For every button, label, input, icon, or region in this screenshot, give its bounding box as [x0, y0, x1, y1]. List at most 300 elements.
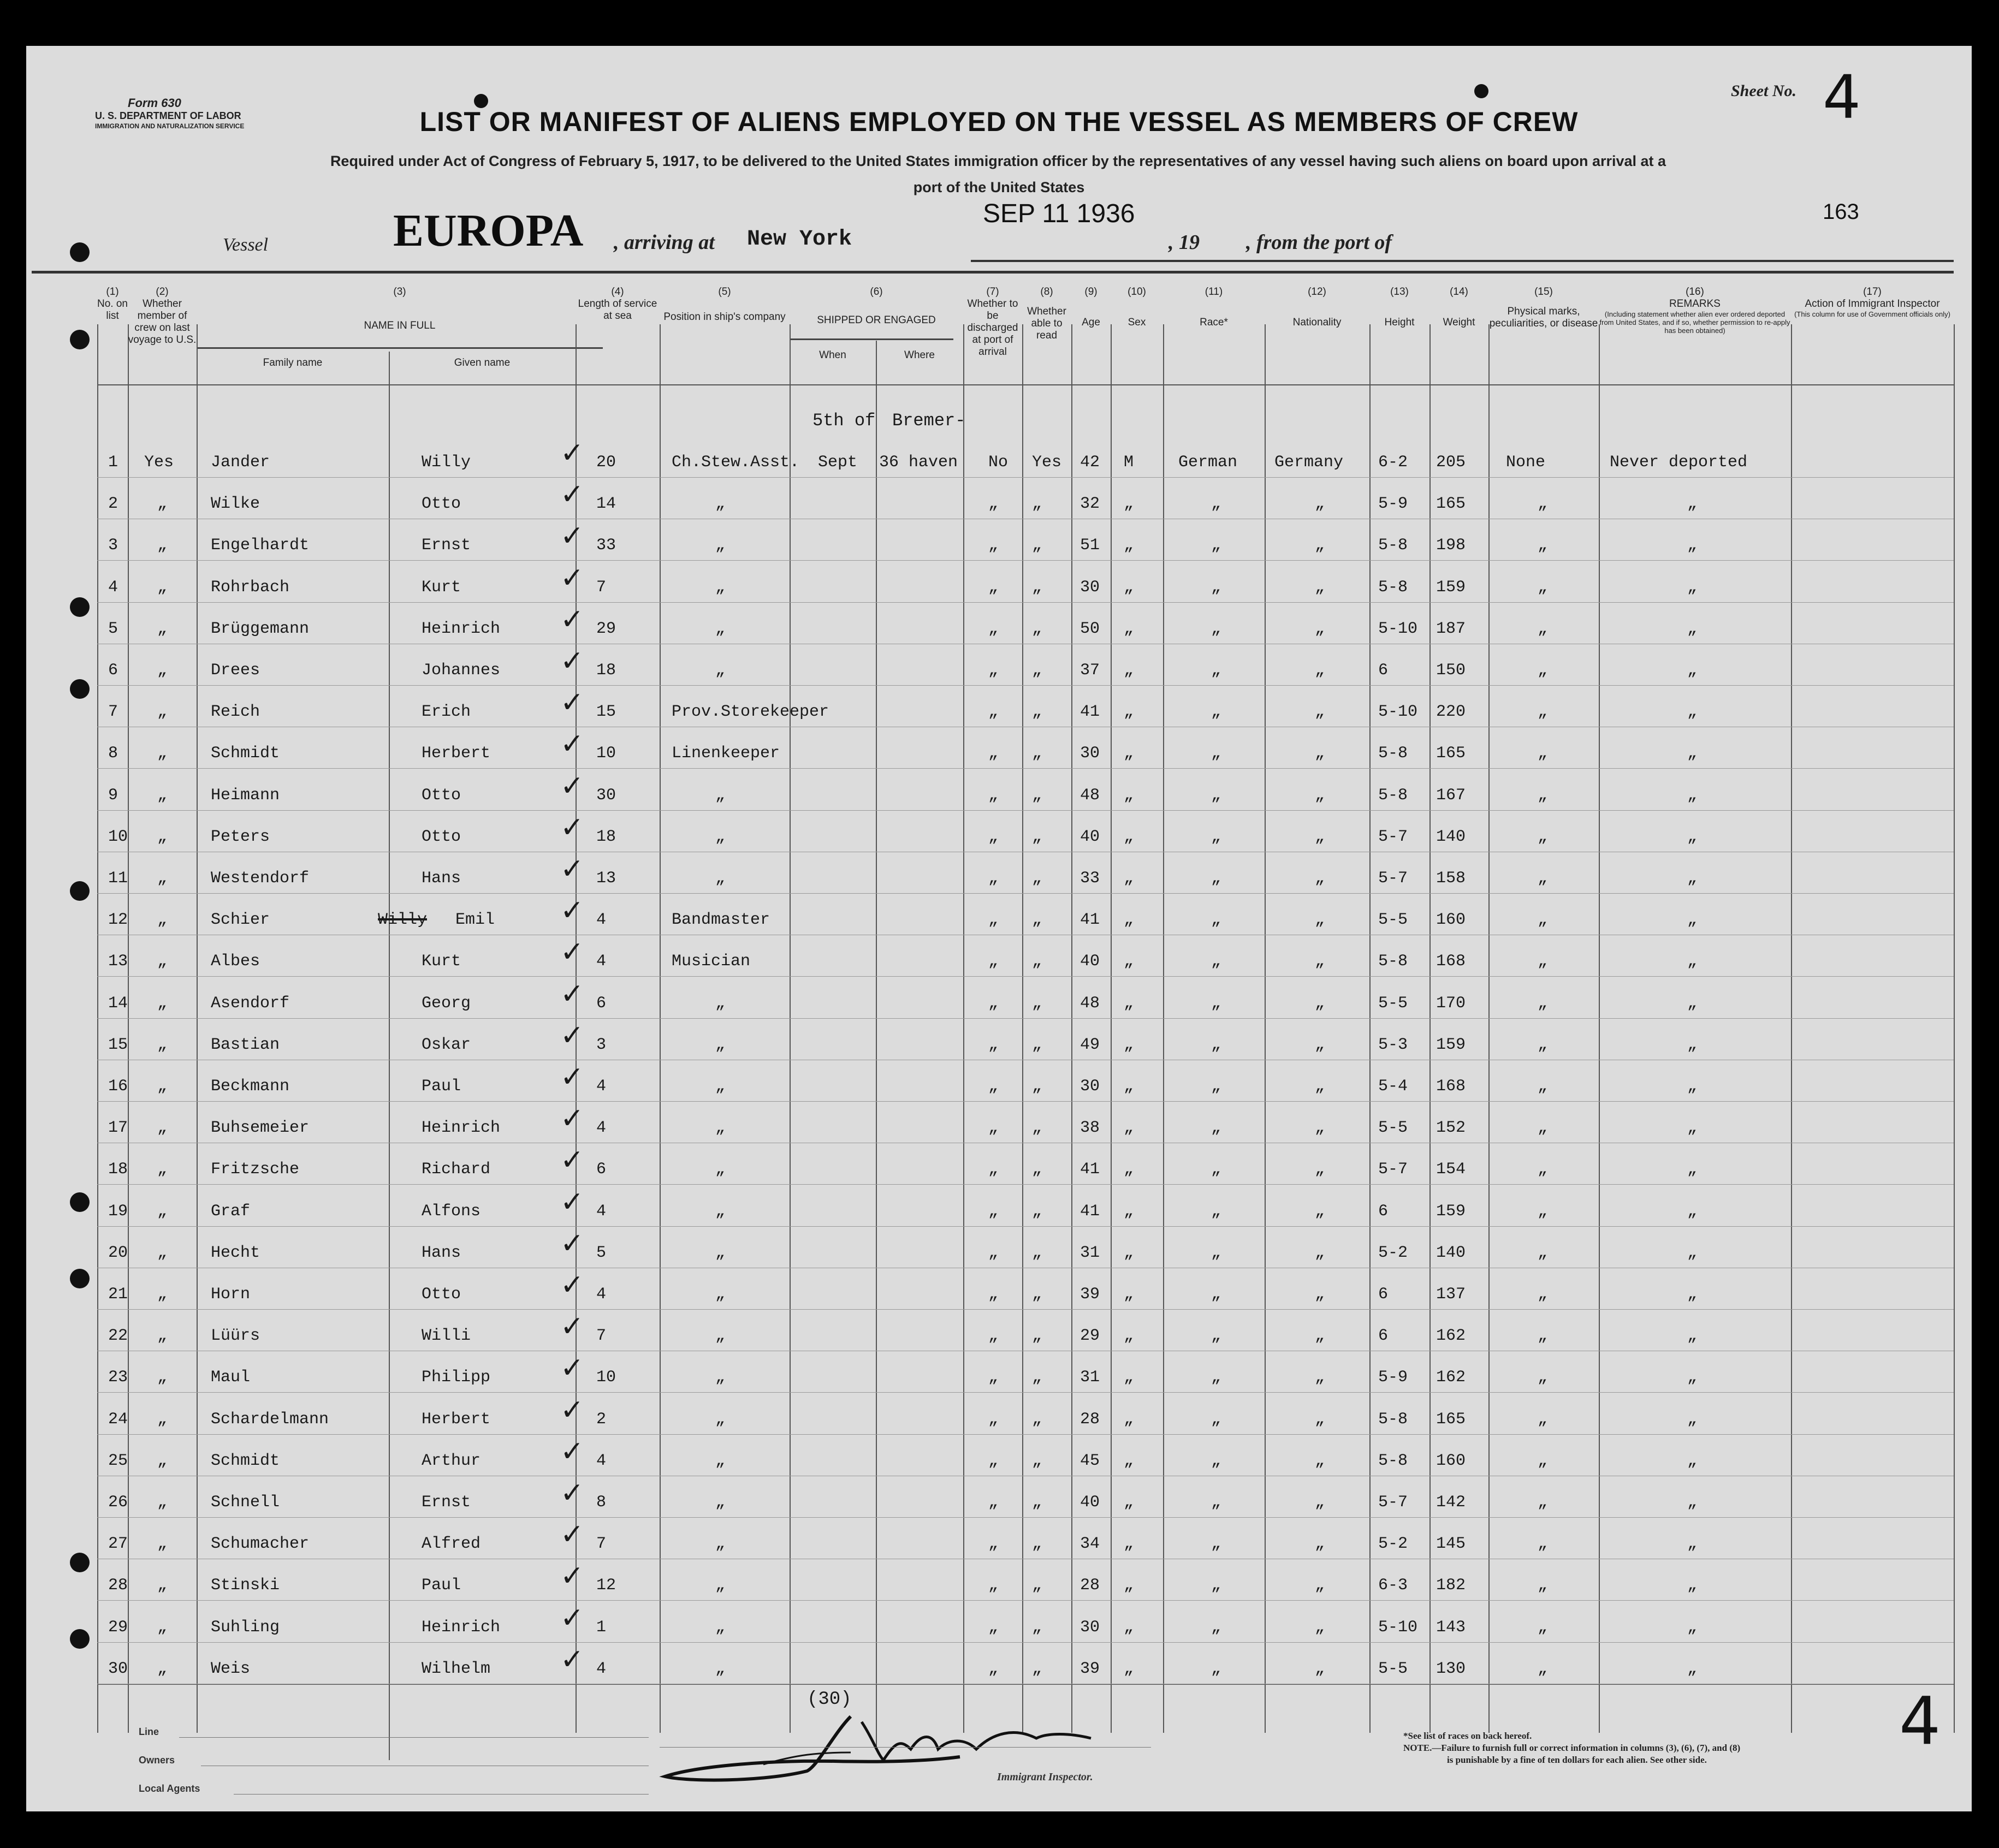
family-name: Albes: [211, 952, 260, 971]
given-name: Paul: [422, 1077, 461, 1096]
given-name: Herbert: [422, 744, 491, 763]
service-length: 4: [596, 911, 607, 929]
sex: „: [1124, 1244, 1134, 1262]
race: „: [1211, 1119, 1221, 1137]
race: „: [1211, 1202, 1221, 1221]
last-voyage: „: [157, 1077, 168, 1096]
last-voyage: „: [157, 578, 168, 597]
able-to-read: „: [1032, 1410, 1042, 1429]
family-name: Brüggemann: [211, 620, 310, 638]
remarks: „: [1687, 1202, 1698, 1221]
age: 39: [1080, 1660, 1100, 1678]
height: 5-5: [1378, 994, 1408, 1013]
service-length: 13: [596, 869, 616, 888]
sex: „: [1124, 1493, 1134, 1512]
nationality: „: [1315, 703, 1325, 721]
discharged: „: [988, 786, 999, 805]
nationality: „: [1315, 828, 1325, 846]
position: „: [715, 620, 726, 638]
able-to-read: „: [1032, 744, 1042, 763]
nationality: „: [1315, 1244, 1325, 1262]
row-number: 18: [108, 1160, 128, 1179]
discharged: „: [988, 1244, 999, 1262]
sex: „: [1124, 661, 1134, 680]
race: „: [1211, 994, 1221, 1013]
col-10-header: (10) Sex: [1128, 286, 1146, 328]
sex: „: [1124, 1077, 1134, 1096]
remarks: „: [1687, 1160, 1698, 1179]
manifest-sheet: [26, 46, 1972, 1811]
given-name: Alfons: [422, 1202, 481, 1221]
physical-marks: „: [1538, 1660, 1548, 1678]
sheet-mark-handwritten: 4: [1899, 1684, 1941, 1760]
remarks: „: [1687, 1285, 1698, 1304]
family-name: Schardelmann: [211, 1410, 329, 1429]
nationality: „: [1315, 536, 1325, 555]
race: „: [1211, 1036, 1221, 1054]
physical-marks: „: [1538, 1535, 1548, 1553]
form-subtitle-2: port of the United States: [913, 179, 1085, 195]
given-name: Otto: [422, 828, 461, 846]
given-name: Georg: [422, 994, 471, 1013]
row-number: 28: [108, 1576, 128, 1595]
last-voyage: „: [157, 703, 168, 721]
able-to-read: „: [1032, 661, 1042, 680]
age: 29: [1080, 1327, 1100, 1345]
position: „: [715, 1368, 726, 1387]
given-name: Kurt: [422, 952, 461, 971]
age: 31: [1080, 1368, 1100, 1387]
age: 30: [1080, 744, 1100, 763]
height: 6: [1378, 1285, 1389, 1304]
sex: „: [1124, 1285, 1134, 1304]
col-2-header: (2) Whether member of crew on last voyage to U.S.: [128, 286, 197, 346]
race: „: [1211, 828, 1221, 846]
position: „: [715, 1077, 726, 1096]
discharged: „: [988, 744, 999, 763]
last-voyage: „: [157, 1368, 168, 1387]
vessel-label: Vessel: [223, 235, 269, 255]
able-to-read: „: [1032, 1285, 1042, 1304]
able-to-read: „: [1032, 1660, 1042, 1678]
last-voyage: „: [157, 1119, 168, 1137]
check-mark-icon: ✓: [560, 1061, 584, 1094]
family-name: Jander: [211, 453, 270, 472]
nationality: „: [1315, 1327, 1325, 1345]
age: 41: [1080, 911, 1100, 929]
age: 38: [1080, 1119, 1100, 1137]
race: „: [1211, 1410, 1221, 1429]
nationality: „: [1315, 952, 1325, 971]
nationality: „: [1315, 744, 1325, 763]
col-8-header: (8) Whether able to read: [1027, 286, 1066, 341]
sheet-no-handwritten: 4: [1823, 62, 1861, 132]
col-9-header: (9) Age: [1082, 286, 1100, 328]
given-name: Hans: [422, 1244, 461, 1262]
last-voyage: „: [157, 744, 168, 763]
row-number: 22: [108, 1327, 128, 1345]
physical-marks: „: [1538, 495, 1548, 513]
last-voyage: „: [157, 495, 168, 513]
nationality: „: [1315, 1202, 1325, 1221]
physical-marks: „: [1538, 661, 1548, 680]
discharged: „: [988, 1368, 999, 1387]
remarks: „: [1687, 1618, 1698, 1637]
age: 48: [1080, 786, 1100, 805]
vessel-underline: [971, 260, 1954, 262]
height: 5-2: [1378, 1244, 1408, 1262]
shipped-where: 36 haven: [879, 453, 958, 472]
family-name: Stinski: [211, 1576, 280, 1595]
form-subtitle: Required under Act of Congress of February 5, 1917, to be delivered to the United States immigration officer by the representatives of any vessel having such aliens on board upon arrival at a: [330, 153, 1666, 169]
sex: „: [1124, 1618, 1134, 1637]
last-voyage: „: [157, 1244, 168, 1262]
family-name: Fritzsche: [211, 1160, 300, 1179]
physical-marks: „: [1538, 1368, 1548, 1387]
race: „: [1211, 911, 1221, 929]
binder-hole: [70, 330, 90, 349]
sex: „: [1124, 911, 1134, 929]
family-name: Westendorf: [211, 869, 310, 888]
weight: 137: [1436, 1285, 1466, 1304]
sex: „: [1124, 952, 1134, 971]
form-number: Form 630: [128, 96, 181, 110]
remarks: „: [1687, 1493, 1698, 1512]
able-to-read: „: [1032, 536, 1042, 555]
physical-marks: „: [1538, 1036, 1548, 1054]
weight: 159: [1436, 1036, 1466, 1054]
able-to-read: „: [1032, 1535, 1042, 1553]
discharged: „: [988, 1036, 999, 1054]
physical-marks: „: [1538, 911, 1548, 929]
weight: 168: [1436, 952, 1466, 971]
shipped-when-top: 5th of: [812, 411, 876, 431]
position: „: [715, 786, 726, 805]
discharged: „: [988, 1285, 999, 1304]
service-length: 5: [596, 1244, 607, 1262]
family-name: Beckmann: [211, 1077, 290, 1096]
service-length: 15: [596, 703, 616, 721]
discharged: „: [988, 661, 999, 680]
physical-marks: „: [1538, 1576, 1548, 1595]
physical-marks: „: [1538, 1410, 1548, 1429]
immigrant-inspector-label: Immigrant Inspector.: [997, 1771, 1093, 1783]
height: 6: [1378, 1202, 1389, 1221]
service-length: 4: [596, 1452, 607, 1470]
row-number: 21: [108, 1285, 128, 1304]
able-to-read: „: [1032, 703, 1042, 721]
age: 41: [1080, 1160, 1100, 1179]
family-name: Schmidt: [211, 744, 280, 763]
row-number: 1: [108, 453, 118, 472]
discharged: „: [988, 828, 999, 846]
nationality: „: [1315, 994, 1325, 1013]
physical-marks: „: [1538, 703, 1548, 721]
from-port-label: , from the port of: [1246, 231, 1392, 254]
nationality: „: [1315, 1285, 1325, 1304]
last-voyage: „: [157, 869, 168, 888]
nationality: „: [1315, 1535, 1325, 1553]
physical-marks: „: [1538, 828, 1548, 846]
check-mark-icon: ✓: [560, 1602, 584, 1635]
height: 5-7: [1378, 1493, 1408, 1512]
nationality: „: [1315, 1368, 1325, 1387]
able-to-read: „: [1032, 1576, 1042, 1595]
discharged: No: [988, 453, 1009, 472]
physical-marks: None: [1506, 453, 1546, 472]
check-mark-icon: ✓: [560, 686, 584, 719]
family-name: Drees: [211, 661, 260, 680]
weight: 198: [1436, 536, 1466, 555]
race: German: [1178, 453, 1238, 472]
row-number: 10: [108, 828, 128, 846]
remarks: „: [1687, 952, 1698, 971]
given-name: Ernst: [422, 536, 471, 555]
age: 28: [1080, 1576, 1100, 1595]
service-length: 8: [596, 1493, 607, 1512]
age: 48: [1080, 994, 1100, 1013]
row-number: 2: [108, 495, 118, 513]
height: 5-5: [1378, 1119, 1408, 1137]
check-mark-icon: ✓: [560, 1310, 584, 1343]
sex: „: [1124, 1160, 1134, 1179]
nationality: „: [1315, 1576, 1325, 1595]
able-to-read: „: [1032, 1202, 1042, 1221]
height: 5-8: [1378, 744, 1408, 763]
family-name: Reich: [211, 703, 260, 721]
family-name: Bastian: [211, 1036, 280, 1054]
check-mark-icon: ✓: [560, 520, 584, 552]
remarks: „: [1687, 1244, 1698, 1262]
able-to-read: „: [1032, 1244, 1042, 1262]
race: „: [1211, 1368, 1221, 1387]
binder-hole: [70, 597, 90, 617]
age: 42: [1080, 453, 1100, 472]
shipped-where-top: Bremer-: [892, 411, 966, 431]
row-number: 29: [108, 1618, 128, 1637]
check-mark-icon: ✓: [560, 936, 584, 968]
weight: 158: [1436, 869, 1466, 888]
age: 30: [1080, 1077, 1100, 1096]
row-number: 12: [108, 911, 128, 929]
discharged: „: [988, 1160, 999, 1179]
family-name: Buhsemeier: [211, 1119, 310, 1137]
remarks: „: [1687, 1410, 1698, 1429]
nationality: „: [1315, 1452, 1325, 1470]
discharged: „: [988, 495, 999, 513]
race: „: [1211, 620, 1221, 638]
last-voyage: „: [157, 952, 168, 971]
physical-marks: „: [1538, 1160, 1548, 1179]
discharged: „: [988, 1410, 999, 1429]
able-to-read: „: [1032, 786, 1042, 805]
height: 5-8: [1378, 786, 1408, 805]
able-to-read: „: [1032, 994, 1042, 1013]
age: 31: [1080, 1244, 1100, 1262]
race: „: [1211, 1285, 1221, 1304]
penalty-note-2: is punishable by a fine of ten dollars for each alien. See other side.: [1447, 1755, 1707, 1765]
age: 41: [1080, 1202, 1100, 1221]
given-name: Richard: [422, 1160, 491, 1179]
position: „: [715, 828, 726, 846]
service-length: 7: [596, 1535, 607, 1553]
page-number-stamp: 163: [1823, 200, 1859, 224]
last-voyage: „: [157, 1202, 168, 1221]
row-number: 5: [108, 620, 118, 638]
binder-hole: [70, 881, 90, 901]
nationality: „: [1315, 578, 1325, 597]
given-name: Arthur: [422, 1452, 481, 1470]
family-name: Weis: [211, 1660, 251, 1678]
check-mark-icon: ✓: [560, 978, 584, 1011]
weight: 162: [1436, 1368, 1466, 1387]
age: 49: [1080, 1036, 1100, 1054]
given-name: Kurt: [422, 578, 461, 597]
discharged: „: [988, 869, 999, 888]
family-name: Wilke: [211, 495, 260, 513]
nationality: „: [1315, 620, 1325, 638]
height: 5-8: [1378, 1452, 1408, 1470]
weight: 142: [1436, 1493, 1466, 1512]
service-length: 33: [596, 536, 616, 555]
physical-marks: „: [1538, 952, 1548, 971]
height: 5-9: [1378, 1368, 1408, 1387]
total-count-note: (30): [807, 1689, 852, 1710]
binder-hole: [70, 679, 90, 699]
remarks: „: [1687, 1077, 1698, 1096]
race: „: [1211, 1160, 1221, 1179]
able-to-read: Yes: [1032, 453, 1062, 472]
family-name: Schmidt: [211, 1452, 280, 1470]
able-to-read: „: [1032, 1119, 1042, 1137]
discharged: „: [988, 1119, 999, 1137]
physical-marks: „: [1538, 1493, 1548, 1512]
age: 30: [1080, 1618, 1100, 1637]
height: 5-8: [1378, 1410, 1408, 1429]
given-name: Wilhelm: [422, 1660, 491, 1678]
last-voyage: „: [157, 661, 168, 680]
check-mark-icon: ✓: [560, 478, 584, 511]
check-mark-icon: ✓: [560, 645, 584, 678]
able-to-read: „: [1032, 1618, 1042, 1637]
physical-marks: „: [1538, 1618, 1548, 1637]
weight: 154: [1436, 1160, 1466, 1179]
remarks: „: [1687, 1576, 1698, 1595]
race: „: [1211, 495, 1221, 513]
service-length: 18: [596, 661, 616, 680]
remarks: „: [1687, 869, 1698, 888]
col-1-header: (1) No. on list: [97, 286, 128, 322]
sheet-no-label: Sheet No.: [1731, 82, 1796, 100]
nationality: „: [1315, 786, 1325, 805]
able-to-read: „: [1032, 1493, 1042, 1512]
sex: „: [1124, 1202, 1134, 1221]
struck-given-name: Willy: [378, 911, 428, 929]
check-mark-icon: ✓: [560, 894, 584, 927]
family-name: Maul: [211, 1368, 251, 1387]
position: „: [715, 1160, 726, 1179]
discharged: „: [988, 1576, 999, 1595]
remarks: „: [1687, 828, 1698, 846]
family-name: Schnell: [211, 1493, 280, 1512]
height: 5-2: [1378, 1535, 1408, 1553]
family-name: Horn: [211, 1285, 251, 1304]
physical-marks: „: [1538, 536, 1548, 555]
service-length: 4: [596, 1285, 607, 1304]
col-11-header: (11) Race*: [1200, 286, 1228, 328]
race: „: [1211, 786, 1221, 805]
service-length: 20: [596, 453, 616, 472]
check-mark-icon: ✓: [560, 562, 584, 595]
last-voyage: „: [157, 1036, 168, 1054]
family-name: Graf: [211, 1202, 251, 1221]
position: „: [715, 1285, 726, 1304]
nationality: „: [1315, 1493, 1325, 1512]
arriving-label: , arriving at: [614, 231, 715, 254]
remarks: Never deported: [1610, 453, 1748, 472]
age: 40: [1080, 1493, 1100, 1512]
check-mark-icon: ✓: [560, 437, 584, 470]
weight: 165: [1436, 495, 1466, 513]
remarks: „: [1687, 1452, 1698, 1470]
family-name: Rohrbach: [211, 578, 290, 597]
nationality: Germany: [1274, 453, 1344, 472]
weight: 187: [1436, 620, 1466, 638]
age: 39: [1080, 1285, 1100, 1304]
height: 6-2: [1378, 453, 1408, 472]
physical-marks: „: [1538, 1077, 1548, 1096]
sex: „: [1124, 828, 1134, 846]
age: 33: [1080, 869, 1100, 888]
sex: „: [1124, 1119, 1134, 1137]
sex: „: [1124, 536, 1134, 555]
remarks: „: [1687, 786, 1698, 805]
remarks: „: [1687, 620, 1698, 638]
binder-hole: [70, 1629, 90, 1649]
row-number: 7: [108, 703, 118, 721]
nationality: „: [1315, 911, 1325, 929]
service-name: IMMIGRATION AND NATURALIZATION SERVICE: [95, 122, 245, 130]
shipped-when: Sept: [818, 453, 858, 472]
service-length: 4: [596, 1077, 607, 1096]
name-header-rule: [197, 347, 603, 349]
discharged: „: [988, 1618, 999, 1637]
race: „: [1211, 952, 1221, 971]
weight: 159: [1436, 1202, 1466, 1221]
position: „: [715, 1327, 726, 1345]
remarks: „: [1687, 536, 1698, 555]
header-bottom-rule: [97, 384, 1954, 385]
family-name: Engelhardt: [211, 536, 310, 555]
able-to-read: „: [1032, 1077, 1042, 1096]
race: „: [1211, 1327, 1221, 1345]
where-header: Where: [904, 349, 935, 361]
height: 5-7: [1378, 869, 1408, 888]
position: „: [715, 1244, 726, 1262]
sex: „: [1124, 869, 1134, 888]
position: Bandmaster: [672, 911, 770, 929]
given-name: Alfred: [422, 1535, 481, 1553]
position: „: [715, 1202, 726, 1221]
last-voyage: Yes: [144, 453, 174, 472]
sex: „: [1124, 578, 1134, 597]
row-number: 23: [108, 1368, 128, 1387]
remarks: „: [1687, 911, 1698, 929]
position: „: [715, 578, 726, 597]
row-number: 11: [108, 869, 128, 888]
able-to-read: „: [1032, 1368, 1042, 1387]
height: 5-5: [1378, 1660, 1408, 1678]
